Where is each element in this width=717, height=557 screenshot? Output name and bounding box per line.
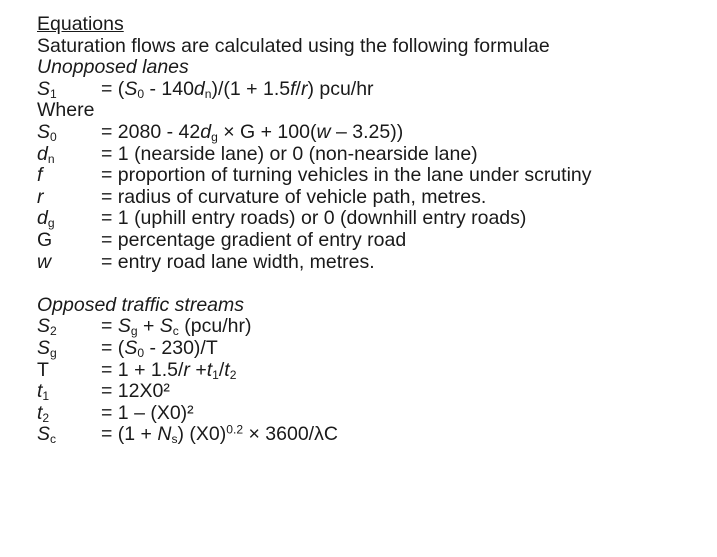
def-t xyxy=(37,360,707,382)
s2-definition: = $S_g + S_c$ (pcu/hr) xyxy=(101,315,252,339)
dg-definition: = 1 (uphill entry roads) or 0 (downhill entry roads) xyxy=(101,207,527,230)
sg-definition: = $(S_0 - 230)/T$ xyxy=(101,336,218,360)
sc-definition: = $(1 + N_s)$ $(X0)^{0.2} \times 3600/\lambda C$ xyxy=(101,422,338,447)
def-f xyxy=(37,165,707,187)
t2-definition: = 1 – (X0)² xyxy=(101,401,194,424)
w-definition: = entry road lane width, metres. xyxy=(101,250,375,273)
t2-symbol: $t_2$ xyxy=(37,401,50,425)
dn-symbol: $d_n$ xyxy=(37,142,55,166)
intro-text: Saturation flows are calculated using the following formulae xyxy=(37,34,550,57)
t1-symbol: $t_1$ xyxy=(37,380,50,404)
unopposed-title: Unopposed lanes xyxy=(37,56,189,79)
where-label: Where xyxy=(37,99,95,122)
def-r xyxy=(37,187,707,209)
s1-equation xyxy=(37,79,707,101)
equations-document xyxy=(37,14,707,446)
t1-definition: = 12X0² xyxy=(101,380,170,403)
s0-definition: = $2080 - 42d_g \times G + 100(w - 3.25)$) xyxy=(101,120,404,144)
def-w xyxy=(37,252,707,274)
heading: Equations xyxy=(37,13,124,35)
s2-symbol: $S_2$ xyxy=(37,315,57,339)
w-symbol: w xyxy=(37,250,52,273)
spacer xyxy=(37,273,707,295)
t-definition: = $1 + 1.5/r +t_1/t_2$ xyxy=(101,358,237,382)
def-s0 xyxy=(37,122,707,144)
s1-definition: = $(S_0 - 140d_n)/(1 + 1.5f/r)$ pcu/hr xyxy=(101,77,374,101)
dn-definition: = 1 (nearside lane) or 0 (non-nearside lane) xyxy=(101,142,478,165)
def-g xyxy=(37,230,707,252)
def-s2 xyxy=(37,316,707,338)
opposed-title: Opposed traffic streams xyxy=(37,293,244,316)
s1-symbol: $S_1$ xyxy=(37,77,57,101)
f-symbol: f xyxy=(37,164,43,187)
def-t2 xyxy=(37,403,707,425)
def-sc xyxy=(37,424,707,446)
t-symbol: T xyxy=(37,358,49,381)
g-symbol: G xyxy=(37,228,53,251)
f-definition: = proportion of turning vehicles in the lane under scrutiny xyxy=(101,164,592,187)
sg-symbol: $S_g$ xyxy=(37,336,57,360)
def-dn xyxy=(37,144,707,166)
def-t1 xyxy=(37,381,707,403)
sc-symbol: $S_c$ xyxy=(37,423,57,447)
def-dg xyxy=(37,208,707,230)
def-sg xyxy=(37,338,707,360)
s0-symbol: $S_0$ xyxy=(37,120,57,144)
r-definition: = radius of curvature of vehicle path, metres. xyxy=(101,185,487,208)
dg-symbol: $d_g$ xyxy=(37,207,55,231)
r-symbol: r xyxy=(37,185,44,208)
g-definition: = percentage gradient of entry road xyxy=(101,228,407,251)
